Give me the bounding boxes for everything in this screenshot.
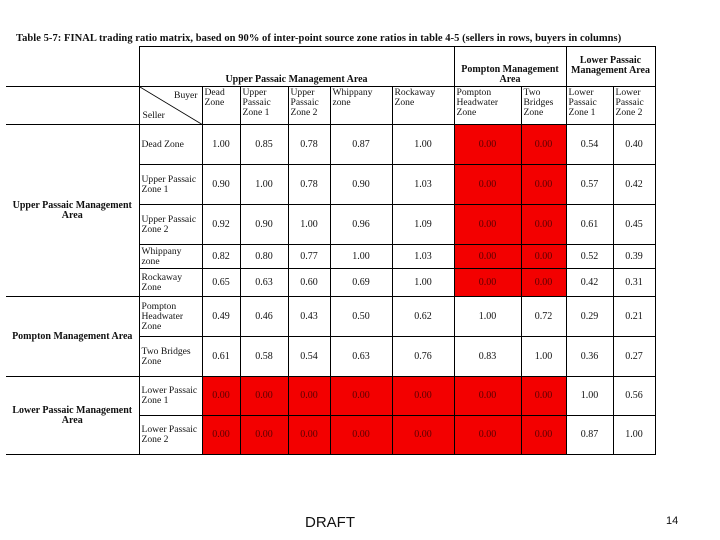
- ratio-cell: 0.42: [566, 269, 613, 297]
- ratio-cell: 0.36: [566, 337, 613, 377]
- management-area-label: Upper Passaic Management Area: [6, 125, 139, 297]
- ratio-cell-restricted: 0.00: [392, 416, 454, 455]
- col-header-upper-passaic-2: Upper Passaic Zone 2: [288, 87, 330, 125]
- matrix-body: [6, 125, 655, 455]
- ratio-cell-restricted: 0.00: [240, 416, 288, 455]
- ratio-cell: 0.96: [330, 205, 392, 245]
- ratio-cell: 0.54: [288, 337, 330, 377]
- page-number: 14: [666, 515, 679, 527]
- ratio-cell: 0.40: [613, 125, 655, 165]
- ratio-cell-restricted: 0.00: [521, 165, 566, 205]
- seller-zone-label: Lower Passaic Zone 1: [139, 377, 202, 416]
- seller-zone-label: Upper Passaic Zone 2: [139, 205, 202, 245]
- pompton-area-header: Pompton Management Area: [454, 47, 566, 87]
- ratio-cell: 0.63: [330, 337, 392, 377]
- ratio-cell-restricted: 0.00: [288, 416, 330, 455]
- ratio-cell-restricted: 0.00: [330, 377, 392, 416]
- col-header-upper-passaic-1: Upper Passaic Zone 1: [240, 87, 288, 125]
- ratio-cell: 0.61: [202, 337, 240, 377]
- seller-zone-label: Upper Passaic Zone 1: [139, 165, 202, 205]
- ratio-cell: 0.90: [240, 205, 288, 245]
- ratio-cell-restricted: 0.00: [521, 205, 566, 245]
- ratio-cell: 0.54: [566, 125, 613, 165]
- ratio-cell: 1.00: [613, 416, 655, 455]
- draft-label: DRAFT: [305, 514, 355, 531]
- lower-area-header: Lower Passaic Management Area: [566, 47, 655, 87]
- ratio-cell: 0.85: [240, 125, 288, 165]
- ratio-cell: 0.82: [202, 245, 240, 269]
- ratio-cell: 0.90: [202, 165, 240, 205]
- ratio-cell: 0.31: [613, 269, 655, 297]
- ratio-cell-restricted: 0.00: [454, 205, 521, 245]
- ratio-cell: 1.00: [454, 297, 521, 337]
- area-column-blank: [6, 87, 139, 125]
- buyer-seller-header: [139, 87, 202, 125]
- ratio-cell-restricted: 0.00: [330, 416, 392, 455]
- seller-zone-label: Rockaway Zone: [139, 269, 202, 297]
- ratio-cell: 0.60: [288, 269, 330, 297]
- ratio-cell: 1.00: [330, 245, 392, 269]
- ratio-cell: 0.57: [566, 165, 613, 205]
- ratio-cell-restricted: 0.00: [521, 416, 566, 455]
- ratio-cell: 0.63: [240, 269, 288, 297]
- ratio-cell-restricted: 0.00: [454, 165, 521, 205]
- ratio-cell: 0.69: [330, 269, 392, 297]
- seller-label: Seller: [142, 110, 165, 121]
- seller-zone-label: Whippany zone: [139, 245, 202, 269]
- upper-area-header: Upper Passaic Management Area: [139, 47, 454, 87]
- management-area-label: Pompton Management Area: [6, 297, 139, 377]
- matrix-row: [6, 377, 655, 416]
- trading-ratio-matrix: [6, 46, 656, 455]
- matrix-row: [6, 297, 655, 337]
- ratio-cell: 0.42: [613, 165, 655, 205]
- ratio-cell: 0.65: [202, 269, 240, 297]
- ratio-cell: 1.03: [392, 165, 454, 205]
- ratio-cell-restricted: 0.00: [392, 377, 454, 416]
- seller-zone-label: Two Bridges Zone: [139, 337, 202, 377]
- ratio-cell: 0.83: [454, 337, 521, 377]
- ratio-cell: 0.72: [521, 297, 566, 337]
- ratio-cell-restricted: 0.00: [288, 377, 330, 416]
- ratio-cell: 0.78: [288, 125, 330, 165]
- matrix-row: [6, 125, 655, 165]
- col-header-lower-passaic-2: Lower Passaic Zone 2: [613, 87, 655, 125]
- col-header-whippany: Whippany zone: [330, 87, 392, 125]
- ratio-cell-restricted: 0.00: [521, 269, 566, 297]
- col-header-rockaway: Rockaway Zone: [392, 87, 454, 125]
- ratio-cell: 0.39: [613, 245, 655, 269]
- ratio-cell: 1.00: [288, 205, 330, 245]
- ratio-cell: 0.87: [566, 416, 613, 455]
- ratio-cell: 0.56: [613, 377, 655, 416]
- ratio-cell: 0.43: [288, 297, 330, 337]
- ratio-cell: 1.00: [202, 125, 240, 165]
- ratio-cell: 1.09: [392, 205, 454, 245]
- ratio-cell: 0.46: [240, 297, 288, 337]
- ratio-cell: 0.29: [566, 297, 613, 337]
- seller-zone-label: Dead Zone: [139, 125, 202, 165]
- ratio-cell: 0.50: [330, 297, 392, 337]
- ratio-cell-restricted: 0.00: [521, 377, 566, 416]
- ratio-cell: 0.77: [288, 245, 330, 269]
- ratio-cell-restricted: 0.00: [521, 245, 566, 269]
- ratio-cell-restricted: 0.00: [521, 125, 566, 165]
- ratio-cell: 1.00: [521, 337, 566, 377]
- column-header-row: [6, 87, 655, 125]
- ratio-cell-restricted: 0.00: [454, 269, 521, 297]
- col-header-pompton-headwater: Pompton Headwater Zone: [454, 87, 521, 125]
- ratio-cell-restricted: 0.00: [454, 377, 521, 416]
- ratio-cell-restricted: 0.00: [240, 377, 288, 416]
- corner-blank: [6, 47, 139, 87]
- ratio-cell: 0.76: [392, 337, 454, 377]
- ratio-cell-restricted: 0.00: [202, 416, 240, 455]
- ratio-cell: 0.49: [202, 297, 240, 337]
- ratio-cell: 1.00: [392, 125, 454, 165]
- col-header-lower-passaic-1: Lower Passaic Zone 1: [566, 87, 613, 125]
- ratio-cell: 0.52: [566, 245, 613, 269]
- seller-zone-label: Pompton Headwater Zone: [139, 297, 202, 337]
- ratio-cell: 0.45: [613, 205, 655, 245]
- ratio-cell: 1.00: [392, 269, 454, 297]
- col-header-dead-zone: Dead Zone: [202, 87, 240, 125]
- col-header-two-bridges: Two Bridges Zone: [521, 87, 566, 125]
- ratio-cell: 1.00: [240, 165, 288, 205]
- ratio-cell: 0.87: [330, 125, 392, 165]
- ratio-cell: 0.78: [288, 165, 330, 205]
- ratio-cell: 0.61: [566, 205, 613, 245]
- management-area-label: Lower Passaic Management Area: [6, 377, 139, 455]
- ratio-cell: 0.92: [202, 205, 240, 245]
- ratio-cell: 1.00: [566, 377, 613, 416]
- ratio-cell-restricted: 0.00: [454, 245, 521, 269]
- table-caption: Table 5-7: FINAL trading ratio matrix, based on 90% of inter-point source zone ratios in table 4-5 (sellers in rows, buyers in columns): [16, 33, 622, 44]
- ratio-cell-restricted: 0.00: [202, 377, 240, 416]
- ratio-cell: 0.62: [392, 297, 454, 337]
- ratio-cell: 0.21: [613, 297, 655, 337]
- ratio-cell: 0.27: [613, 337, 655, 377]
- ratio-cell-restricted: 0.00: [454, 125, 521, 165]
- buyer-label: Buyer: [174, 90, 198, 101]
- ratio-cell: 1.03: [392, 245, 454, 269]
- ratio-cell: 0.58: [240, 337, 288, 377]
- seller-zone-label: Lower Passaic Zone 2: [139, 416, 202, 455]
- ratio-cell: 0.80: [240, 245, 288, 269]
- ratio-cell: 0.90: [330, 165, 392, 205]
- ratio-cell-restricted: 0.00: [454, 416, 521, 455]
- area-header-row: [6, 47, 655, 87]
